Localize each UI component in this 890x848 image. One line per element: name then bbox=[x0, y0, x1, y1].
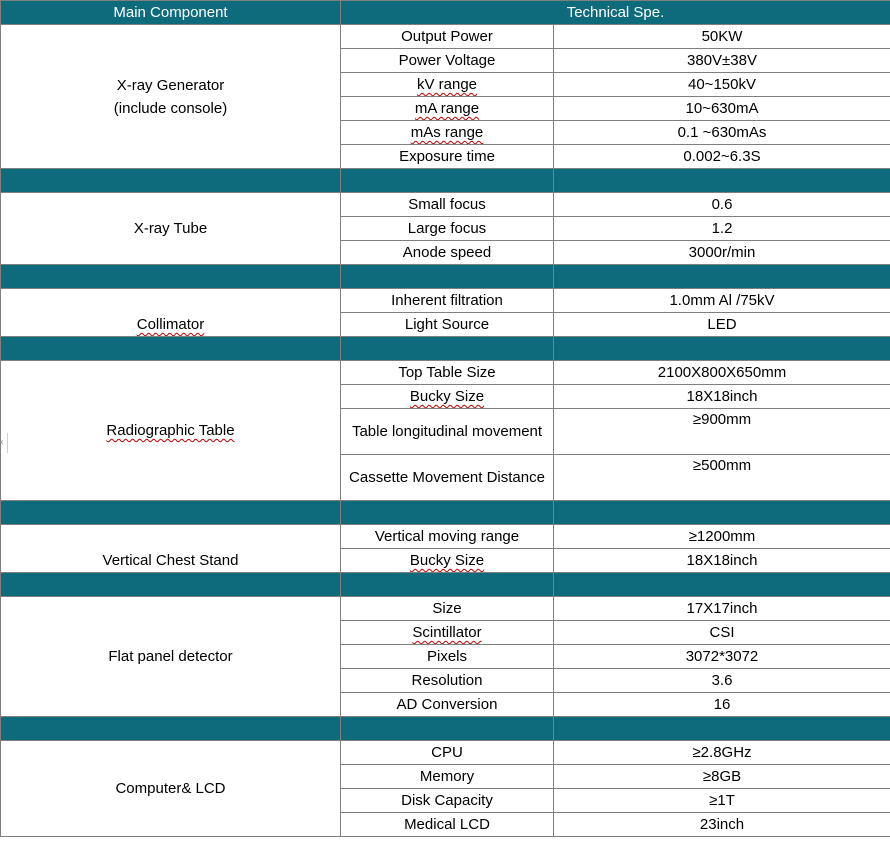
value-cell: 50KW bbox=[554, 25, 890, 49]
value-cell: 18X18inch bbox=[554, 549, 890, 573]
separator-row bbox=[1, 169, 890, 193]
value-cell: 2100X800X650mm bbox=[554, 361, 890, 385]
table-row bbox=[1, 741, 890, 765]
value-cell: LED bbox=[554, 313, 890, 337]
separator-row bbox=[1, 337, 890, 361]
param-cell: Table longitudinal movement bbox=[341, 409, 554, 455]
separator-cell bbox=[554, 169, 890, 193]
param-text: Bucky Size bbox=[409, 552, 485, 569]
separator-row bbox=[1, 717, 890, 741]
component-cell-collimator bbox=[1, 289, 341, 337]
param-cell: CPU bbox=[341, 741, 554, 765]
component-cell-xray-tube: X-ray Tube bbox=[1, 193, 341, 265]
value-cell: 1.2 bbox=[554, 217, 890, 241]
param-cell: Disk Capacity bbox=[341, 789, 554, 813]
component-name: Collimator bbox=[136, 316, 205, 333]
param-cell: Size bbox=[341, 597, 554, 621]
value-cell: 16 bbox=[554, 693, 890, 717]
table-row bbox=[1, 193, 890, 217]
separator-cell bbox=[341, 717, 554, 741]
param-cell: AD Conversion bbox=[341, 693, 554, 717]
header-technical-spec: Technical Spe. bbox=[341, 1, 890, 25]
value-cell: 1.0mm Al /75kV bbox=[554, 289, 890, 313]
value-cell: ≥8GB bbox=[554, 765, 890, 789]
separator-cell bbox=[341, 265, 554, 289]
separator-row bbox=[1, 501, 890, 525]
param-cell: Large focus bbox=[341, 217, 554, 241]
param-cell: Memory bbox=[341, 765, 554, 789]
table-row bbox=[1, 25, 890, 49]
param-cell: Light Source bbox=[341, 313, 554, 337]
param-cell: Pixels bbox=[341, 645, 554, 669]
value-cell: 10~630mA bbox=[554, 97, 890, 121]
param-text: mAs range bbox=[410, 124, 484, 141]
value-cell: ≥2.8GHz bbox=[554, 741, 890, 765]
table-row bbox=[1, 597, 890, 621]
table-row bbox=[1, 525, 890, 549]
param-cell bbox=[341, 549, 554, 573]
param-cell: Output Power bbox=[341, 25, 554, 49]
value-cell: 3.6 bbox=[554, 669, 890, 693]
value-cell: 18X18inch bbox=[554, 385, 890, 409]
param-cell bbox=[341, 121, 554, 145]
component-cell-vertical-chest-stand: Vertical Chest Stand bbox=[1, 525, 341, 573]
component-subtitle: (include console) bbox=[113, 99, 228, 117]
separator-cell bbox=[341, 501, 554, 525]
param-text: kV range bbox=[416, 76, 478, 93]
value-cell: 3072*3072 bbox=[554, 645, 890, 669]
separator-cell bbox=[1, 573, 341, 597]
separator-cell bbox=[1, 501, 341, 525]
param-cell: Vertical moving range bbox=[341, 525, 554, 549]
component-cell-xray-generator bbox=[1, 25, 341, 169]
param-cell bbox=[341, 385, 554, 409]
param-text: Scintillator bbox=[412, 624, 482, 641]
value-cell: ≥500mm bbox=[554, 455, 890, 501]
param-text: mA range bbox=[414, 100, 480, 117]
separator-row bbox=[1, 573, 890, 597]
separator-cell bbox=[341, 573, 554, 597]
table-row bbox=[1, 289, 890, 313]
param-cell: Resolution bbox=[341, 669, 554, 693]
component-name: Radiographic Table bbox=[106, 422, 235, 439]
param-cell: Top Table Size bbox=[341, 361, 554, 385]
value-cell: 17X17inch bbox=[554, 597, 890, 621]
value-cell: 0.6 bbox=[554, 193, 890, 217]
separator-cell bbox=[1, 265, 341, 289]
component-cell-computer-lcd: Computer& LCD bbox=[1, 741, 341, 837]
component-name: X-ray Generator bbox=[116, 76, 225, 94]
value-cell: CSI bbox=[554, 621, 890, 645]
param-cell: Cassette Movement Distance bbox=[341, 455, 554, 501]
separator-cell bbox=[1, 169, 341, 193]
separator-cell bbox=[554, 717, 890, 741]
header-main-component: Main Component bbox=[1, 1, 341, 25]
separator-cell bbox=[1, 337, 341, 361]
component-cell-flat-panel-detector: Flat panel detector bbox=[1, 597, 341, 717]
param-cell: Small focus bbox=[341, 193, 554, 217]
value-cell: ≥1T bbox=[554, 789, 890, 813]
value-cell: 0.1 ~630mAs bbox=[554, 121, 890, 145]
param-cell: Medical LCD bbox=[341, 813, 554, 837]
param-cell: Anode speed bbox=[341, 241, 554, 265]
header-row bbox=[1, 1, 890, 25]
value-cell: 40~150kV bbox=[554, 73, 890, 97]
separator-cell bbox=[341, 337, 554, 361]
param-cell: Inherent filtration bbox=[341, 289, 554, 313]
value-cell: 380V±38V bbox=[554, 49, 890, 73]
value-cell: ≥1200mm bbox=[554, 525, 890, 549]
separator-cell bbox=[554, 265, 890, 289]
value-cell: 3000r/min bbox=[554, 241, 890, 265]
param-cell: Power Voltage bbox=[341, 49, 554, 73]
chevron-left-icon[interactable]: ‹ bbox=[0, 433, 8, 453]
param-cell bbox=[341, 97, 554, 121]
separator-cell bbox=[554, 501, 890, 525]
param-text: Bucky Size bbox=[409, 388, 485, 405]
value-cell: ≥900mm bbox=[554, 409, 890, 455]
separator-cell bbox=[341, 169, 554, 193]
value-cell: 23inch bbox=[554, 813, 890, 837]
component-cell-radiographic-table bbox=[1, 361, 341, 501]
separator-cell bbox=[1, 717, 341, 741]
separator-row bbox=[1, 265, 890, 289]
table-row bbox=[1, 361, 890, 385]
param-cell bbox=[341, 73, 554, 97]
param-cell bbox=[341, 621, 554, 645]
separator-cell bbox=[554, 337, 890, 361]
param-cell: Exposure time bbox=[341, 145, 554, 169]
value-cell: 0.002~6.3S bbox=[554, 145, 890, 169]
separator-cell bbox=[554, 573, 890, 597]
